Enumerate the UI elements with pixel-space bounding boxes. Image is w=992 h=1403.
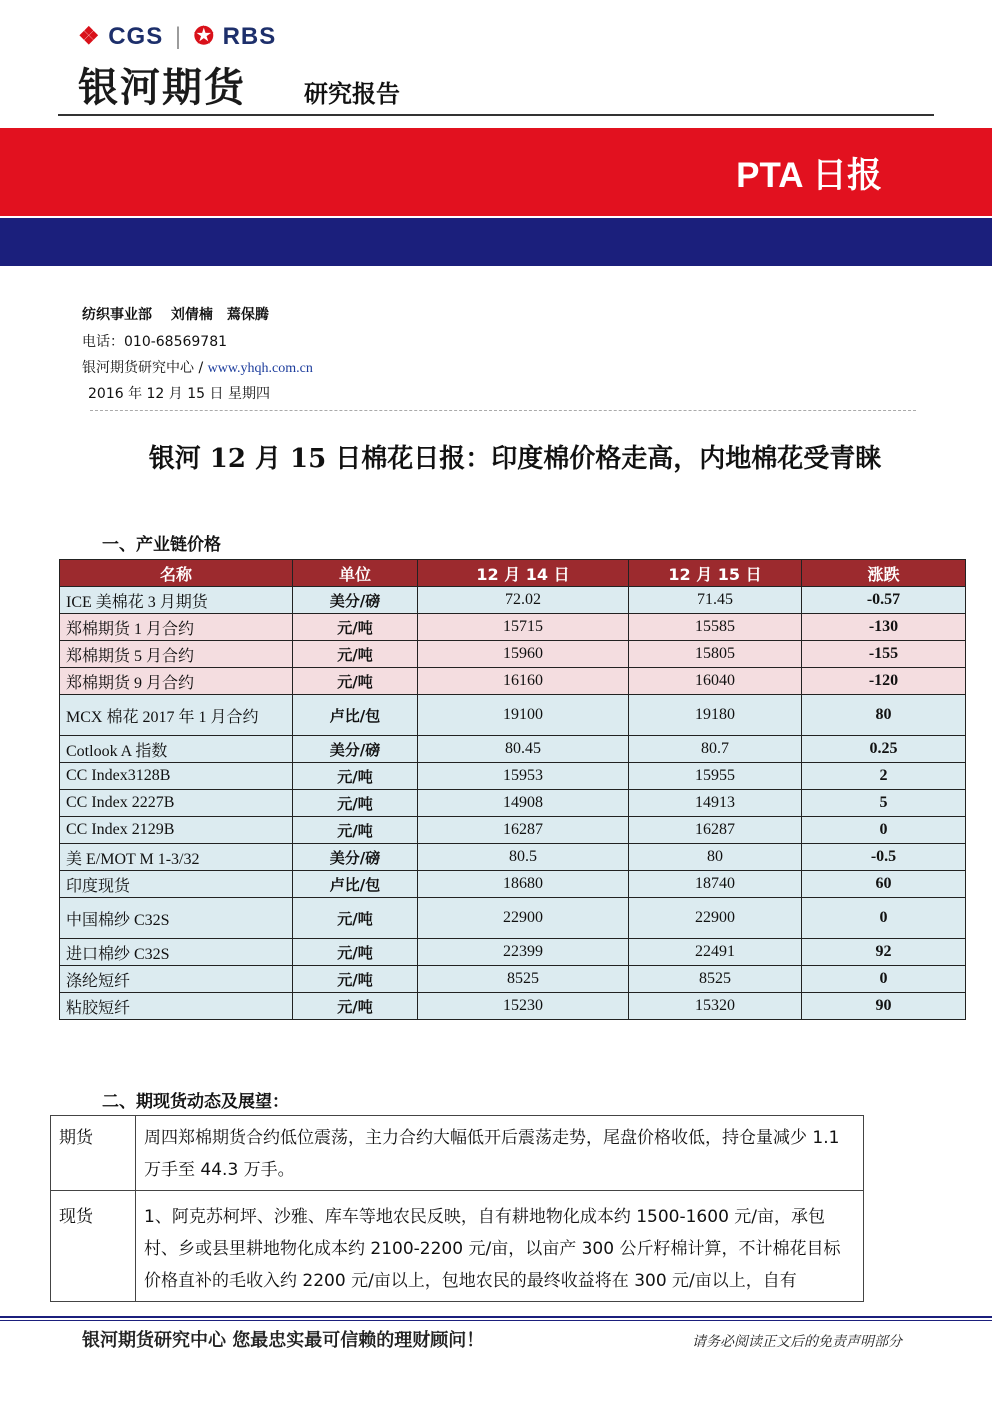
col-header-change: 涨跌 [802, 560, 966, 587]
cell-change: -155 [802, 641, 966, 668]
cell-change: 60 [802, 871, 966, 898]
table-row [60, 871, 966, 898]
cell-name: CC Index 2129B [60, 817, 293, 844]
table-row [60, 763, 966, 790]
cell-dec15: 22900 [629, 898, 802, 939]
cell-dec14: 15960 [418, 641, 629, 668]
cell-dec15: 80 [629, 844, 802, 871]
table-row [60, 939, 966, 966]
col-header-name: 名称 [60, 560, 293, 587]
cell-name: 粘胶短纤 [60, 993, 293, 1020]
cell-change: 0 [802, 898, 966, 939]
table-row [60, 993, 966, 1020]
cell-unit: 元/吨 [293, 993, 418, 1020]
cell-name: CC Index 2227B [60, 790, 293, 817]
rbs-icon: ✪ [193, 23, 215, 50]
cell-change: 92 [802, 939, 966, 966]
logo-rbs: RBS [222, 23, 277, 50]
footer-rule-thin [0, 1320, 992, 1321]
table-row [60, 817, 966, 844]
section-2-heading: 二、期现货动态及展望： [102, 1092, 289, 1112]
cell-change: 0 [802, 966, 966, 993]
cell-dec15: 22491 [629, 939, 802, 966]
cell-dec15: 16287 [629, 817, 802, 844]
cgs-swoosh-icon: ❖ [78, 23, 101, 50]
price-table [59, 559, 966, 1020]
cell-dec14: 22399 [418, 939, 629, 966]
cell-dec15: 15320 [629, 993, 802, 1020]
cell-dec14: 22900 [418, 898, 629, 939]
table-row [60, 898, 966, 939]
brand-name: 银河期货 [78, 65, 246, 111]
cell-unit: 卢比/包 [293, 695, 418, 736]
cell-unit: 元/吨 [293, 790, 418, 817]
cell-change: -130 [802, 614, 966, 641]
report-title: 银河 12 月 15 日棉花日报：印度棉价格走高，内地棉花受青睐 [148, 444, 882, 474]
table-row [60, 695, 966, 736]
cell-change: -0.57 [802, 587, 966, 614]
report-type: 研究报告 [304, 80, 400, 108]
dynamics-row-futures [51, 1116, 864, 1191]
cell-dec15: 16040 [629, 668, 802, 695]
center-name: 银河期货研究中心 / [82, 360, 208, 376]
dynamics-text: 周四郑棉期货合约低位震荡，主力合约大幅低开后震荡走势，尾盘价格收低，持仓量减少 1.1 万手至 44.3 万手。 [136, 1116, 864, 1191]
cell-dec14: 19100 [418, 695, 629, 736]
footer-slogan: 银河期货研究中心 您最忠实最可信赖的理财顾问！ [82, 1330, 485, 1351]
cell-dec14: 15715 [418, 614, 629, 641]
cell-unit: 美分/磅 [293, 844, 418, 871]
cell-dec14: 80.45 [418, 736, 629, 763]
footer-rule [0, 1316, 992, 1318]
cell-dec14: 16160 [418, 668, 629, 695]
report-series-title: PTA 日报 [736, 156, 882, 195]
cell-change: 0.25 [802, 736, 966, 763]
cell-unit: 元/吨 [293, 939, 418, 966]
cell-change: 0 [802, 817, 966, 844]
dynamics-label: 现货 [51, 1191, 136, 1302]
cell-dec14: 72.02 [418, 587, 629, 614]
dynamics-row-spot [51, 1191, 864, 1302]
authors: 纺织事业部 刘倩楠 蔫保腾 [82, 307, 269, 323]
dynamics-text: 1、阿克苏柯坪、沙雅、库车等地农民反映，自有耕地物化成本约 1500-1600 元/亩，承包村、乡或县里耕地物化成本约 2100-2200 元/亩，以亩产 300 公斤籽棉计算，不计棉花目标价格直补的毛收入约 2200 元/亩以上，包地农民的最终收益将在 300 元/亩以上，自有 [136, 1191, 864, 1302]
cell-name: 涤纶短纤 [60, 966, 293, 993]
cell-dec14: 14908 [418, 790, 629, 817]
cell-dec14: 16287 [418, 817, 629, 844]
logo-cgs: CGS [108, 23, 164, 50]
cell-name: 郑棉期货 9 月合约 [60, 668, 293, 695]
cell-name: 进口棉纱 C32S [60, 939, 293, 966]
cell-dec15: 14913 [629, 790, 802, 817]
cell-change: 2 [802, 763, 966, 790]
cell-dec15: 19180 [629, 695, 802, 736]
cell-dec15: 71.45 [629, 587, 802, 614]
cell-name: 美 E/MOT M 1-3/32 [60, 844, 293, 871]
cell-unit: 元/吨 [293, 966, 418, 993]
table-row [60, 966, 966, 993]
cell-dec14: 18680 [418, 871, 629, 898]
col-header-dec15: 12 月 15 日 [629, 560, 802, 587]
cell-unit: 元/吨 [293, 817, 418, 844]
cell-change: 90 [802, 993, 966, 1020]
cell-change: 5 [802, 790, 966, 817]
cell-dec14: 15953 [418, 763, 629, 790]
cell-name: 郑棉期货 5 月合约 [60, 641, 293, 668]
cell-dec15: 15805 [629, 641, 802, 668]
table-row [60, 641, 966, 668]
cell-change: -0.5 [802, 844, 966, 871]
dynamics-table [50, 1115, 864, 1302]
table-header-row [60, 560, 966, 587]
cell-unit: 元/吨 [293, 898, 418, 939]
website-link[interactable]: www.yhqh.com.cn [207, 361, 313, 376]
cell-dec15: 15585 [629, 614, 802, 641]
cell-dec15: 8525 [629, 966, 802, 993]
price-table-body [60, 587, 966, 1020]
dashed-divider [90, 410, 916, 411]
col-header-dec14: 12 月 14 日 [418, 560, 629, 587]
cgs-rbs-logo [78, 22, 276, 51]
cell-unit: 元/吨 [293, 614, 418, 641]
cell-name: 印度现货 [60, 871, 293, 898]
cell-unit: 卢比/包 [293, 871, 418, 898]
cell-dec14: 15230 [418, 993, 629, 1020]
cell-name: Cotlook A 指数 [60, 736, 293, 763]
table-row [60, 844, 966, 871]
dynamics-label: 期货 [51, 1116, 136, 1191]
cell-name: 郑棉期货 1 月合约 [60, 614, 293, 641]
blue-band [0, 218, 992, 266]
table-row [60, 790, 966, 817]
cell-name: CC Index3128B [60, 763, 293, 790]
cell-name: 中国棉纱 C32S [60, 898, 293, 939]
report-date: 2016 年 12 月 15 日 星期四 [88, 386, 270, 402]
footer-disclaimer-note: 请务必阅读正文后的免责声明部分 [692, 1334, 902, 1350]
header-rule [58, 114, 934, 116]
research-center [82, 357, 313, 377]
cell-change: 80 [802, 695, 966, 736]
table-row [60, 587, 966, 614]
phone: 电话：010-68569781 [82, 334, 228, 350]
cell-unit: 元/吨 [293, 641, 418, 668]
cell-unit: 元/吨 [293, 668, 418, 695]
cell-change: -120 [802, 668, 966, 695]
cell-unit: 美分/磅 [293, 736, 418, 763]
cell-dec15: 15955 [629, 763, 802, 790]
cell-unit: 元/吨 [293, 763, 418, 790]
logo-separator: | [174, 23, 183, 50]
col-header-unit: 单位 [293, 560, 418, 587]
cell-dec15: 18740 [629, 871, 802, 898]
table-row [60, 668, 966, 695]
cell-unit: 美分/磅 [293, 587, 418, 614]
cell-dec14: 8525 [418, 966, 629, 993]
cell-dec15: 80.7 [629, 736, 802, 763]
cell-name: ICE 美棉花 3 月期货 [60, 587, 293, 614]
table-row [60, 736, 966, 763]
cell-name: MCX 棉花 2017 年 1 月合约 [60, 695, 293, 736]
section-1-heading: 一、产业链价格 [102, 535, 221, 555]
table-row [60, 614, 966, 641]
cell-dec14: 80.5 [418, 844, 629, 871]
